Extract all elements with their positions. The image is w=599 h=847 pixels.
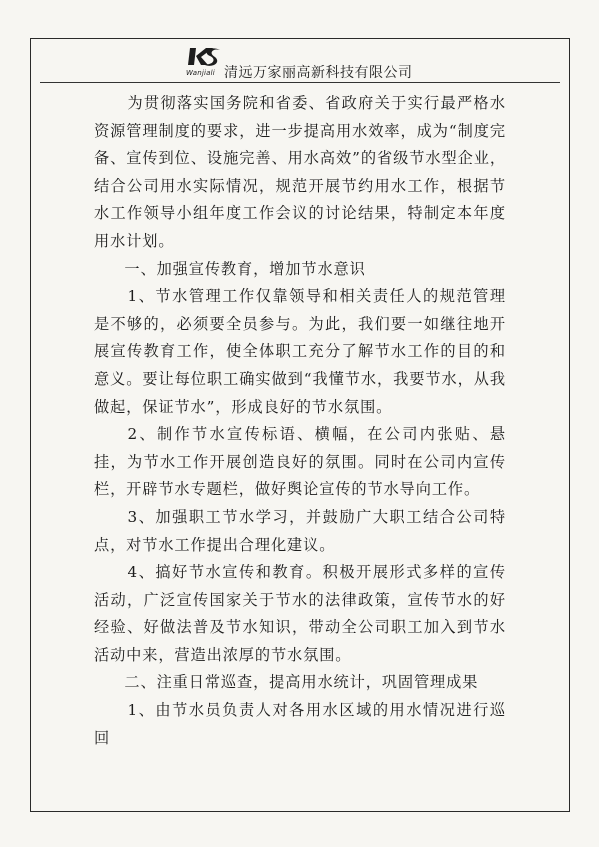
intro-paragraph: 为贯彻落实国务院和省委、省政府关于实行最严格水资源管理制度的要求，进一步提高用水效率，成为“制度完备、宣传到位、设施完善、用水高效”的省级节水型企业，结合公司用水实际情况，规范开展节约用水工作，根据节水工作领导小组年度工作会议的讨论结果，特制定本年度用水计划。 bbox=[94, 94, 506, 250]
paragraph-1-4: 4、搞好节水宣传和教育。积极开展形式多样的宣传活动，广泛宣传国家关于节水的法律政策，宣传节水的好经验、好做法普及节水知识，带动全公司职工加入到节水活动中来，营造出浓厚的节水氛围。 bbox=[94, 563, 506, 664]
section-heading-1: 一、加强宣传教育，增加节水意识 bbox=[124, 259, 366, 278]
paragraph-1-1: 1、节水管理工作仅靠领导和相关责任人的规范管理是不够的，必须要全员参与。为此，我们要一如继往地开展宣传教育工作，使全体职工充分了解节水工作的目的和意义。要让每位职工确实做到“我懂节水，我要节水，从我做起，保证节水”，形成良好的节水氛围。 bbox=[94, 287, 506, 416]
section-heading-2: 二、注重日常巡查，提高用水统计，巩固管理成果 bbox=[124, 673, 479, 692]
letterhead bbox=[186, 45, 436, 81]
paragraph-1-2: 2、制作节水宣传标语、横幅，在公司内张贴、悬挂，为节水工作开展创造良好的氛围。同时在公司内宣传栏，开辟节水专题栏，做好舆论宣传的节水导向工作。 bbox=[94, 425, 506, 499]
document-body bbox=[94, 90, 506, 752]
header-divider bbox=[40, 82, 560, 83]
company-name: 清远万家丽高新科技有限公司 bbox=[224, 65, 413, 81]
logo-wordmark: Wanjiali bbox=[186, 69, 215, 77]
paragraph-1-3: 3、加强职工节水学习，并鼓励广大职工结合公司特点，对节水工作提出合理化建议。 bbox=[94, 507, 506, 554]
paragraph-2-1: 1、由节水员负责人对各用水区域的用水情况进行巡回 bbox=[94, 701, 506, 747]
